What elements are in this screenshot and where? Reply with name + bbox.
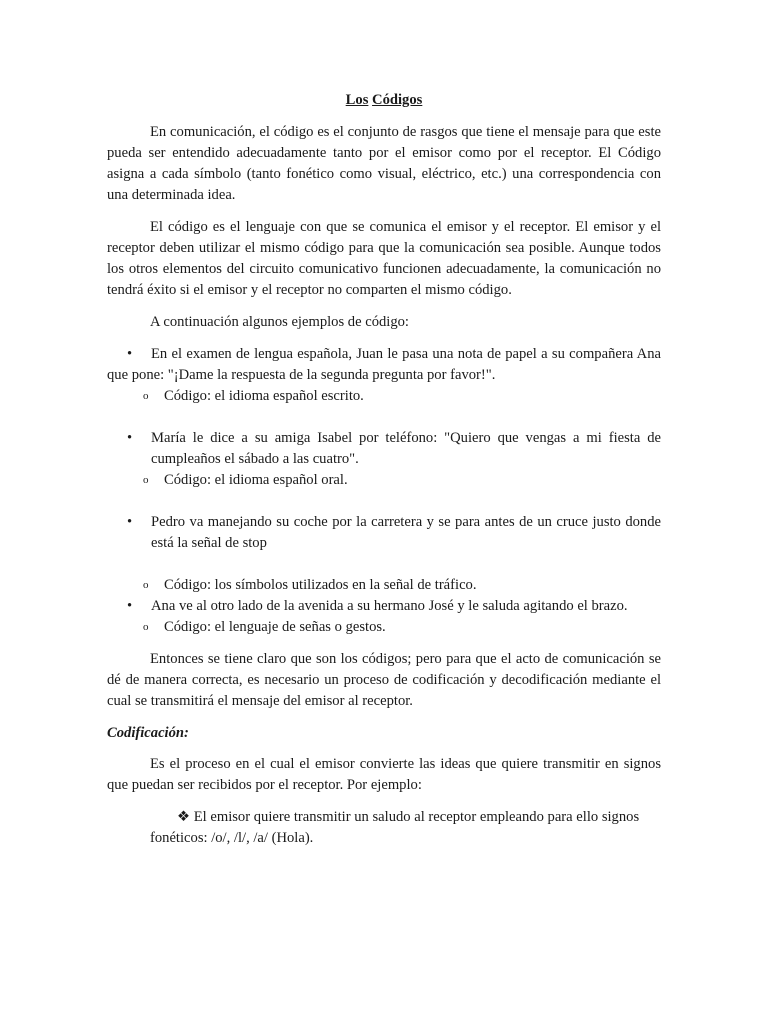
example-code-text: Código: los símbolos utilizados en la señal de tráfico. <box>164 577 477 593</box>
paragraph-intro: En comunicación, el código es el conjunto de rasgos que tiene el mensaje para que este pueda ser entendido adecuadamente tanto por el emisor como por el receptor. El Código asigna a cada símbolo (tanto fonético como visual, eléctrico, etc.) una correspondencia con una determinada idea. <box>107 124 661 203</box>
example-code <box>107 575 661 596</box>
example-item <box>107 512 661 554</box>
paragraph-entonces: Entonces se tiene claro que son los códigos; pero para que el acto de comunicación se dé de manera correcta, es necesario un proceso de codificación y decodificación mediante el cual se transmitirá el mensaje del emisor al receptor. <box>107 651 661 709</box>
bullet-icon: • <box>127 430 133 446</box>
heading-codificacion: Codificación: <box>107 725 189 741</box>
example-code <box>107 617 661 638</box>
example-code-text: Código: el idioma español escrito. <box>164 388 364 404</box>
example-item <box>107 428 661 470</box>
example-text: María le dice a su amiga Isabel por teléfono: "Quiero que vengas a mi fiesta de cumpleaños el sábado a las cuatro". <box>151 430 661 467</box>
paragraph-codigo-lenguaje: El código es el lenguaje con que se comunica el emisor y el receptor. El emisor y el receptor deben utilizar el mismo código para que la comunicación sea posible. Aunque todos los otros elementos del circuito comunicativo funcionen adecuadamente, la comunicación no tendrá éxito si el emisor y el receptor no comparten el mismo código. <box>107 219 661 298</box>
paragraph-codificacion: Es el proceso en el cual el emisor convierte las ideas que quiere transmitir en signos que puedan ser recibidos por el receptor. Por ejemplo: <box>107 756 661 793</box>
bullet-icon: • <box>127 346 133 362</box>
circle-bullet-icon: o <box>143 474 149 486</box>
example-text: Pedro va manejando su coche por la carretera y se para antes de un cruce justo donde está la señal de stop <box>151 514 661 551</box>
title-word-los: Los <box>345 92 369 108</box>
example-code-text: Código: el idioma español oral. <box>164 472 348 488</box>
circle-bullet-icon: o <box>143 390 149 402</box>
example-code <box>107 386 661 407</box>
document-title <box>107 90 661 111</box>
paragraph-ejemplos-intro: A continuación algunos ejemplos de código: <box>150 314 409 330</box>
diamond-item <box>107 807 661 849</box>
example-item <box>107 596 661 617</box>
example-text: Ana ve al otro lado de la avenida a su hermano José y le saluda agitando el brazo. <box>151 598 628 614</box>
circle-bullet-icon: o <box>143 621 149 633</box>
circle-bullet-icon: o <box>143 579 149 591</box>
bullet-icon: • <box>127 598 133 614</box>
example-code-text: Código: el lenguaje de señas o gestos. <box>164 619 386 635</box>
title-word-codigos: Códigos <box>372 92 423 108</box>
bullet-icon: • <box>127 514 133 530</box>
diamond-item-text: El emisor quiere transmitir un saludo al receptor empleando para ello signos fonéticos: /o/, /l/, /a/ (Hola). <box>150 809 640 846</box>
example-code <box>107 470 661 491</box>
example-text: En el examen de lengua española, Juan le pasa una nota de papel a su compañera Ana que pone: "¡Dame la respuesta de la segunda pregunta por favor!". <box>107 346 661 383</box>
document-page <box>107 90 661 849</box>
example-item <box>107 344 661 386</box>
diamond-bullet-icon: ❖ <box>177 809 191 825</box>
